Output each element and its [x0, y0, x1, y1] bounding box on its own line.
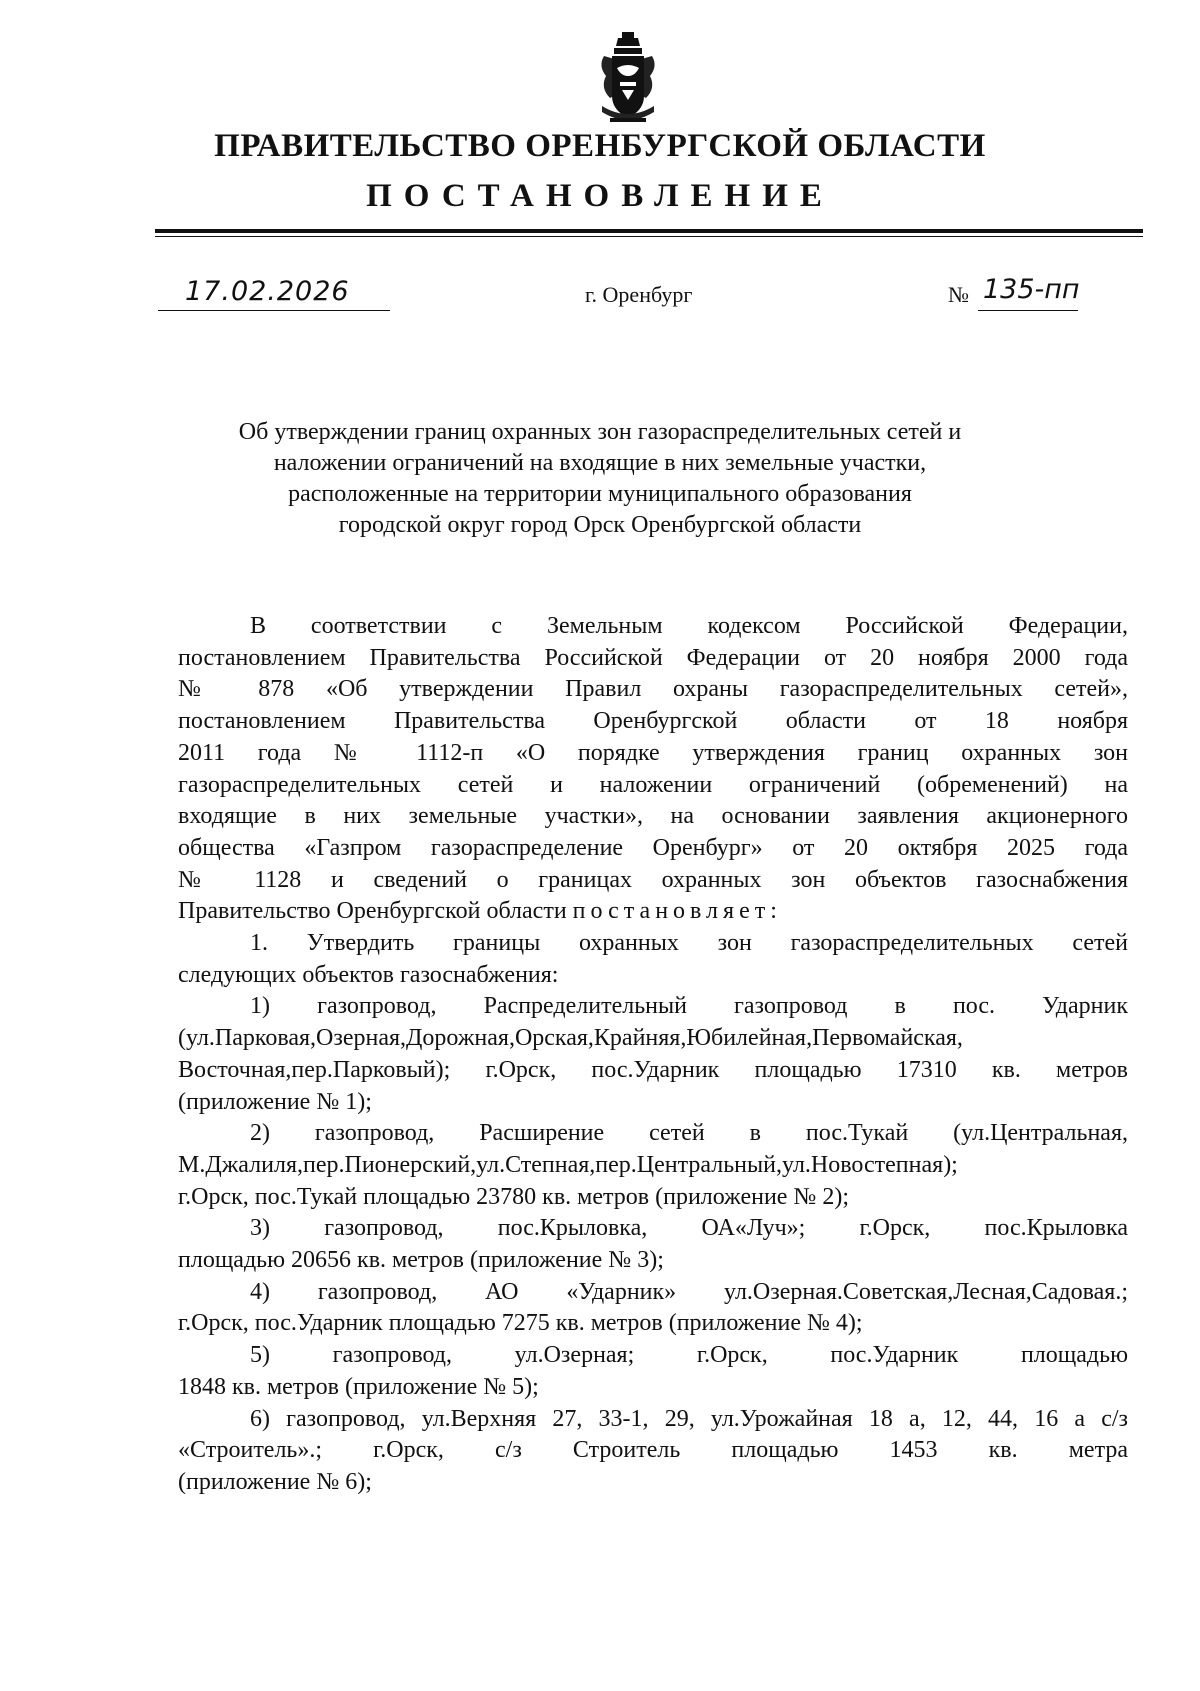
subitem-line: площадью 20656 кв. метров (приложение № 3);: [178, 1247, 664, 1274]
subitem-line: 1848 кв. метров (приложение № 5);: [178, 1373, 539, 1400]
preamble-last-line: [178, 896, 1128, 928]
subject-line: расположенные на территории муниципального образования: [288, 481, 912, 507]
document-type-title: ПОСТАНОВЛЕНИЕ: [366, 178, 834, 214]
organization-title: ПРАВИТЕЛЬСТВО ОРЕНБУРГСКОЙ ОБЛАСТИ: [214, 128, 986, 164]
item-line: 1. Утвердить границы охранных зон газораспределительных сетей: [250, 930, 1128, 957]
preamble-line: входящие в них земельные участки», на основании заявления акционерного: [178, 803, 1128, 830]
subitem-line: М.Джалиля,пер.Пионерский,ул.Степная,пер.Центральный,ул.Новостепная);: [178, 1151, 958, 1178]
document-subject: [0, 417, 1200, 541]
preamble-line: № 878 «Об утверждении Правил охраны газораспределительных сетей»,: [178, 676, 1128, 703]
subitem-line: 2) газопровод, Расширение сетей в пос.Тукай (ул.Центральная,: [250, 1120, 1128, 1147]
subitem-line: (приложение № 1);: [178, 1088, 372, 1115]
document-number: 135-пп: [983, 274, 1080, 305]
subitem-line: 3) газопровод, пос.Крыловка, ОА«Луч»; г.Орск, пос.Крыловка: [250, 1215, 1128, 1242]
subitem-line: г.Орск, пос.Ударник площадью 7275 кв. метров (приложение № 4);: [178, 1310, 863, 1337]
subject-line: Об утверждении границ охранных зон газораспределительных сетей и: [238, 419, 962, 445]
subitem-line: 6) газопровод, ул.Верхняя 27, 33-1, 29, ул.Урожайная 18 а, 12, 44, 16 а с/з: [250, 1405, 1128, 1432]
subitem-line: «Строитель».; г.Орск, с/з Строитель площадью 1453 кв. метра: [178, 1437, 1128, 1464]
number-underline: [978, 310, 1078, 311]
preamble-line: постановлением Правительства Российской Федерации от 20 ноября 2000 года: [178, 644, 1128, 671]
subitem-line: (приложение № 6);: [178, 1468, 372, 1495]
preamble-subject: Правительство Оренбургской области: [178, 898, 567, 925]
subitem-line: г.Орск, пос.Тукай площадью 23780 кв. метров (приложение № 2);: [178, 1183, 849, 1210]
subject-line: наложении ограничений на входящие в них земельные участки,: [273, 450, 927, 476]
preamble-line: 2011 года № 1112-п «О порядке утверждения границ охранных зон: [178, 739, 1128, 766]
header-divider: [155, 229, 1143, 233]
preamble-line: газораспределительных сетей и наложении ограничений (обременений) на: [178, 771, 1128, 798]
subitem-line: 5) газопровод, ул.Озерная; г.Орск, пос.Ударник площадью: [250, 1342, 1128, 1369]
subitem-line: (ул.Парковая,Озерная,Дорожная,Орская,Крайняя,Юбилейная,Первомайская,: [178, 1025, 963, 1052]
preamble-line: общества «Газпром газораспределение Оренбург» от 20 октября 2025 года: [178, 834, 1128, 861]
preamble-line: В соответствии с Земельным кодексом Российской Федерации,: [250, 613, 1128, 639]
coat-of-arms-icon: [592, 28, 664, 128]
number-sign: №: [948, 282, 969, 307]
decree-word: постановляет:: [572, 898, 782, 925]
preamble-line: № 1128 и сведений о границах охранных зон объектов газоснабжения: [178, 866, 1128, 893]
subitem-line: 4) газопровод, АО «Ударник» ул.Озерная.Советская,Лесная,Садовая.;: [250, 1278, 1128, 1305]
item-line: следующих объектов газоснабжения:: [178, 961, 559, 988]
header-divider-thin: [155, 236, 1143, 237]
document-date: 17.02.2026: [185, 276, 350, 307]
subitem-line: Восточная,пер.Парковый); г.Орск, пос.Ударник площадью 17310 кв. метров: [178, 1056, 1128, 1083]
subject-line: городской округ город Орск Оренбургской области: [338, 512, 862, 538]
subitem-line: 1) газопровод, Распределительный газопровод в пос. Ударник: [250, 993, 1128, 1020]
preamble-line: постановлением Правительства Оренбургской области от 18 ноября: [178, 708, 1128, 735]
date-underline: [158, 310, 390, 311]
document-city: г. Оренбург: [585, 282, 693, 307]
document-body: [178, 611, 1128, 1499]
